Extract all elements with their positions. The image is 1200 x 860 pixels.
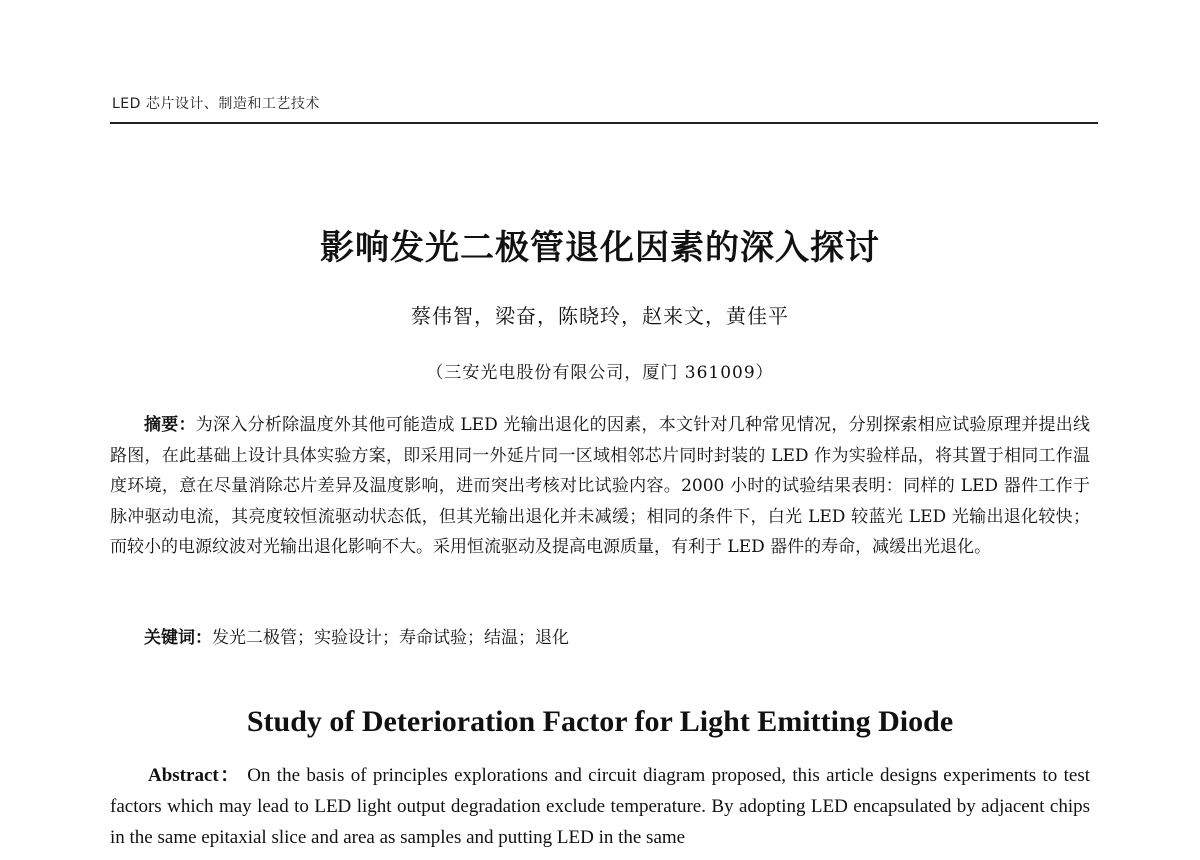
abstract-zh (110, 410, 1090, 563)
keywords-zh-label: 关键词： (144, 628, 212, 648)
running-header: LED 芯片设计、制造和工艺技术 (112, 96, 320, 112)
keywords-zh (110, 623, 1090, 648)
keywords-zh-text: 发光二极管；实验设计；寿命试验；结温；退化 (212, 628, 569, 648)
abstract-en-text: On the basis of principles explorations and circuit diagram proposed, this article designs experiments to test factors which may lead to LED light output degradation exclude temperature. By adopting LED encapsulated by adjacent chips in the same epitaxial slice and area as samples and putting LED in the same (110, 765, 1090, 848)
abstract-en (110, 760, 1090, 853)
abstract-zh-label: 摘要： (144, 415, 196, 435)
abstract-en-label: Abstract： (148, 765, 241, 786)
paper-title-zh: 影响发光二极管退化因素的深入探讨 (320, 228, 880, 268)
affiliation: （三安光电股份有限公司，厦门 361009） (426, 363, 774, 383)
abstract-zh-text: 为深入分析除温度外其他可能造成 LED 光输出退化的因素，本文针对几种常见情况，分别探索相应试验原理并提出线路图，在此基础上设计具体实验方案，即采用同一外延片同一区域相邻芯片同时封装的 LED 作为实验样品，将其置于相同工作温度环境，意在尽量消除芯片差异及温度影响，进而突出考核对比试验内容。2000 小时的试验结果表明：同样的 LED 器件工作于脉冲驱动电流，其亮度较恒流驱动状态低，但其光输出退化并未减缓；相同的条件下，白光 LED 较蓝光 LED 光输出退化较快；而较小的电源纹波对光输出退化影响不大。采用恒流驱动及提高电源质量，有利于 LED 器件的寿命，减缓出光退化。 (110, 415, 1091, 558)
header-rule (110, 122, 1098, 124)
authors: 蔡伟智，梁奋，陈晓玲，赵来文，黄佳平 (411, 304, 789, 328)
paper-title-en: Study of Deterioration Factor for Light Emitting Diode (246, 705, 954, 738)
